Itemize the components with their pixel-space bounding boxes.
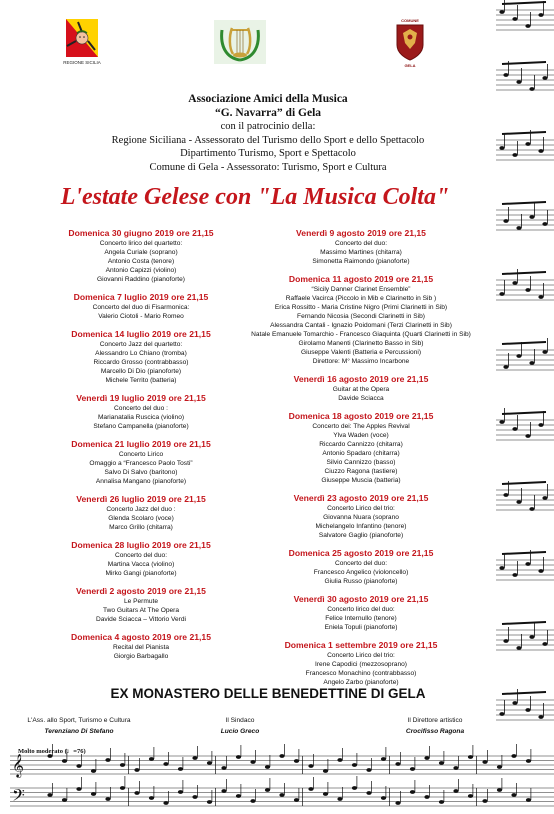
note-head	[250, 760, 255, 764]
event-detail: Giovanna Nuara (soprano	[323, 514, 399, 521]
event-detail: Felice Internullo (tenore)	[325, 615, 397, 622]
signature-title: L'Ass. allo Sport, Turismo e Cultura	[27, 717, 131, 724]
event-detail: Erica Rossitto - Maria Cristine Nigro (Primi Clarinetti in Sib)	[274, 304, 448, 311]
note-head	[529, 635, 534, 639]
association-subtitle: “G. Navarra” di Gela	[214, 107, 322, 119]
event-date: Venerdì 16 agosto 2019 ore 21,15	[293, 374, 429, 384]
note-head	[468, 755, 473, 759]
note-head	[366, 768, 371, 772]
note-head	[538, 295, 543, 299]
note-head	[503, 219, 508, 223]
note-head	[503, 639, 508, 643]
concert-event	[230, 274, 492, 366]
event-detail: Marcello Di Dio (pianoforte)	[100, 368, 182, 375]
note-head	[497, 788, 502, 792]
note-head	[482, 760, 487, 764]
patronage-line: con il patrocinio della:	[220, 121, 316, 132]
note-head	[542, 76, 547, 80]
note-head	[453, 766, 458, 770]
note-head	[163, 762, 168, 766]
note-head	[529, 361, 534, 365]
concert-event	[230, 594, 492, 632]
event-detail: Concerto del duo:	[334, 240, 388, 247]
event-date: Domenica 1 settembre 2019 ore 21,15	[284, 640, 438, 650]
comune-gela-logo	[390, 16, 430, 68]
note-head	[395, 762, 400, 766]
event-detail: Alessandra Cantali - Ignazio Poidomani (Terzi Clarinetti in Sib)	[270, 322, 452, 329]
note-head	[178, 767, 183, 771]
event-detail: Francesco Monachino (contrabbasso)	[305, 670, 417, 677]
note-head	[163, 801, 168, 805]
note-head	[538, 423, 543, 427]
note-head	[337, 797, 342, 801]
note-head	[516, 500, 521, 504]
event-detail: Michelangelo Infantino (tenore)	[315, 523, 407, 530]
note-head	[497, 765, 502, 769]
event-date: Venerdì 26 luglio 2019 ore 21,15	[76, 494, 206, 504]
note-head	[538, 715, 543, 719]
patronage-line: Comune di Gela - Assessorato: Turismo, Sport e Cultura	[149, 161, 387, 173]
concert-event	[36, 494, 246, 532]
note-head	[366, 791, 371, 795]
note-head	[192, 756, 197, 760]
note-head	[265, 788, 270, 792]
signature-name: Terenziano Di Stefano	[44, 728, 114, 735]
note-head	[525, 434, 530, 438]
event-detail: Angelo Zarbo (pianoforte)	[323, 679, 399, 686]
note-head	[512, 701, 517, 705]
concert-event	[230, 493, 492, 540]
clef-mark: 𝄢	[12, 785, 25, 809]
event-detail: Mirko Gangi (pianoforte)	[105, 570, 177, 577]
note-head	[512, 573, 517, 577]
event-date: Domenica 28 luglio 2019 ore 21,15	[71, 540, 211, 550]
note-head	[323, 769, 328, 773]
note-head	[439, 761, 444, 765]
event-detail: Le Permute	[123, 598, 159, 605]
event-date: Domenica 21 luglio 2019 ore 21,15	[71, 439, 211, 449]
signature-assessore	[14, 716, 144, 737]
sheet-music-right-svg	[496, 0, 554, 814]
event-detail: Two Guitars At The Opera	[102, 607, 180, 614]
note-head	[105, 797, 110, 801]
event-detail: Marco Grillo (chitarra)	[109, 524, 173, 531]
regione-sicilia-caption: REGIONE SICILIA	[63, 60, 101, 65]
note-head	[308, 787, 313, 791]
note-head	[538, 569, 543, 573]
concert-event	[230, 228, 492, 266]
note-head	[62, 798, 67, 802]
clef-mark: 𝄞	[12, 753, 24, 777]
note-head	[512, 281, 517, 285]
signature-sindaco	[190, 716, 290, 737]
event-detail: Simonetta Raimondo (pianoforte)	[312, 258, 410, 265]
note-head	[516, 226, 521, 230]
event-detail: Antonio Capizzi (violino)	[105, 267, 177, 274]
note-head	[308, 764, 313, 768]
event-detail: Salvatore Gaglio (pianoforte)	[318, 532, 404, 539]
concert-event	[230, 640, 492, 687]
note-head	[323, 792, 328, 796]
concert-event	[36, 632, 246, 661]
event-detail: Giovanni Raddino (pianoforte)	[97, 276, 185, 283]
note-head	[279, 754, 284, 758]
event-date: Domenica 14 luglio 2019 ore 21,15	[71, 329, 211, 339]
concert-event	[36, 228, 246, 284]
note-head	[525, 24, 530, 28]
note-head	[525, 142, 530, 146]
note-head	[381, 757, 386, 761]
note-head	[294, 759, 299, 763]
regione-sicilia-logo	[52, 18, 112, 65]
venue-name: EX MONASTERO DELLE BENEDETTINE DI GELA	[110, 686, 426, 701]
note-head	[538, 149, 543, 153]
note-head	[76, 764, 81, 768]
patronage-line: Regione Siciliana - Assessorato del Turismo dello Sport e dello Spettacolo	[111, 134, 425, 146]
event-date: Domenica 7 luglio 2019 ore 21,15	[73, 292, 209, 302]
event-detail: Angela Curiale (soprano)	[104, 249, 178, 256]
note-head	[395, 801, 400, 805]
note-head	[525, 288, 530, 292]
event-detail: Concerto del duo :	[114, 405, 168, 412]
note-head	[91, 769, 96, 773]
note-head	[526, 798, 531, 802]
note-head	[221, 789, 226, 793]
tempo-marking: Molto moderato (♩=76)	[18, 748, 86, 755]
event-detail: Eniela Topuli (pianoforte)	[324, 624, 398, 631]
event-detail: Giuseppe Muscia (batteria)	[321, 477, 401, 484]
event-detail: Direttore: M° Massimo Incarbone	[312, 358, 410, 365]
note-head	[516, 646, 521, 650]
event-detail: Ciuzzo Ragona (tastiere)	[324, 468, 398, 475]
event-detail: Omaggio a “Francesco Paolo Tosti”	[89, 460, 193, 467]
event-detail: Concerto del duo:	[114, 552, 168, 559]
event-detail: Concerto lirico del duo:	[327, 606, 395, 613]
header-block	[40, 92, 496, 174]
event-date: Domenica 18 agosto 2019 ore 21,15	[288, 411, 434, 421]
note-head	[134, 768, 139, 772]
note-head	[207, 761, 212, 765]
note-head	[511, 793, 516, 797]
comune-gela-subtitle: GELA	[404, 63, 416, 68]
note-head	[250, 799, 255, 803]
note-head	[439, 800, 444, 804]
lyre-laurel-icon	[214, 20, 266, 64]
note-head	[424, 795, 429, 799]
note-head	[352, 763, 357, 767]
event-detail: Annalisa Mangano (pianoforte)	[95, 478, 187, 485]
signature-title: Il Sindaco	[225, 717, 255, 724]
note-head	[538, 13, 543, 17]
note-head	[511, 754, 516, 758]
event-date: Venerdì 2 agosto 2019 ore 21,15	[76, 586, 206, 596]
event-detail: Stefano Campanella (pianoforte)	[93, 423, 189, 430]
event-detail: Giuseppe Valenti (Batteria e Percussioni)	[300, 349, 422, 356]
event-date: Venerdì 30 agosto 2019 ore 21,15	[293, 594, 429, 604]
signature-name: Crocifisso Ragona	[405, 728, 465, 735]
event-detail: Natale Emanuele Tomarchio - Francesco Giaquinta (Quarti Clarinetti in Sib)	[251, 331, 471, 338]
note-head	[91, 792, 96, 796]
note-head	[149, 757, 154, 761]
note-head	[468, 794, 473, 798]
note-head	[499, 292, 504, 296]
note-head	[105, 758, 110, 762]
note-head	[503, 493, 508, 497]
signature-name: Lucio Greco	[220, 728, 260, 735]
event-detail: Martina Vacca (violino)	[107, 561, 175, 568]
event-detail: Concerto del duo di Fisarmonica:	[92, 304, 190, 311]
note-head	[134, 791, 139, 795]
event-detail: Riccardo Grosso (contrabbasso)	[93, 359, 189, 366]
note-head	[381, 796, 386, 800]
note-head	[410, 790, 415, 794]
event-detail: Concerto Lirico del trio:	[327, 652, 395, 659]
concert-event	[230, 374, 492, 403]
event-detail: Davide Sciacca	[338, 395, 384, 402]
note-head	[265, 765, 270, 769]
event-detail: Davide Sciacca – Vittorio Verdi	[95, 616, 187, 623]
event-detail: Marianatalia Ruscica (violino)	[97, 414, 185, 421]
note-head	[499, 566, 504, 570]
signature-direttore	[380, 716, 490, 737]
event-detail: Girolamo Manenti (Clarinetto Basso in Sib)	[298, 340, 424, 347]
note-head	[62, 759, 67, 763]
note-head	[424, 756, 429, 760]
event-date: Venerdì 23 agosto 2019 ore 21,15	[293, 493, 429, 503]
event-detail: Guitar at the Opera	[332, 386, 390, 393]
concert-event	[36, 439, 246, 486]
note-head	[526, 759, 531, 763]
event-detail: “Sicily Danner Clarinet Ensemble”	[311, 286, 411, 293]
sheet-music-right-decoration	[496, 0, 554, 814]
event-detail: Giulia Russo (pianoforte)	[324, 578, 398, 585]
event-detail: Valerio Ciotoli - Mario Romeo	[98, 313, 184, 320]
note-head	[516, 80, 521, 84]
note-head	[512, 427, 517, 431]
note-head	[120, 763, 125, 767]
event-date: Venerdì 9 agosto 2019 ore 21,15	[296, 228, 426, 238]
concert-event	[36, 586, 246, 624]
note-head	[542, 496, 547, 500]
event-detail: Antonio Spadaro (chitarra)	[322, 450, 400, 457]
event-detail: Recital del Pianista	[112, 644, 170, 651]
concert-event	[36, 292, 246, 321]
note-head	[279, 793, 284, 797]
event-detail: Concerto Lirico del trio:	[327, 505, 395, 512]
concert-event	[230, 411, 492, 485]
note-head	[542, 222, 547, 226]
note-head	[236, 755, 241, 759]
event-date: Domenica 30 giugno 2019 ore 21,15	[68, 228, 214, 238]
event-detail: Raffaele Vacirca (Piccolo in Mib e Clarinetto in Sib )	[285, 295, 437, 302]
event-detail: Concerto dei: The Apples Revival	[312, 423, 410, 430]
note-head	[499, 146, 504, 150]
patronage-line: Dipartimento Turismo, Sport e Spettacolo	[180, 148, 356, 159]
concert-event	[36, 393, 246, 431]
event-detail: Irene Capodici (mezzosoprano)	[315, 661, 407, 668]
note-head	[482, 799, 487, 803]
event-date: Domenica 4 agosto 2019 ore 21,15	[71, 632, 211, 642]
trinacria-icon	[65, 18, 99, 58]
note-head	[512, 153, 517, 157]
event-detail: Salvo Di Salvo (baritono)	[104, 469, 178, 476]
program-column-left	[36, 228, 246, 669]
note-head	[529, 507, 534, 511]
event-detail: Silvio Cannizzo (basso)	[326, 459, 396, 466]
event-detail: Francesco Angelico (violoncello)	[313, 569, 409, 576]
gela-coat-of-arms-icon	[395, 23, 425, 61]
note-head	[512, 17, 517, 21]
note-head	[529, 87, 534, 91]
note-head	[76, 787, 81, 791]
event-detail: Glenda Scolaro (voce)	[108, 515, 174, 522]
note-head	[503, 365, 508, 369]
note-head	[47, 793, 52, 797]
note-head	[236, 794, 241, 798]
concert-event	[36, 329, 246, 385]
note-head	[542, 350, 547, 354]
event-date: Domenica 25 agosto 2019 ore 21,15	[288, 548, 434, 558]
event-detail: Fernando Nicosia (Secondi Clarinetti in Sib)	[297, 313, 425, 320]
event-date: Domenica 11 agosto 2019 ore 21,15	[288, 274, 434, 284]
note-head	[352, 786, 357, 790]
note-head	[529, 215, 534, 219]
note-head	[453, 789, 458, 793]
note-head	[192, 795, 197, 799]
signature-title: Il Direttore artistico	[407, 717, 463, 724]
event-detail: Michele Territo (batteria)	[105, 377, 177, 384]
note-head	[410, 767, 415, 771]
concert-event	[230, 548, 492, 586]
event-detail: Concerto Lirico	[118, 451, 164, 458]
event-detail: Concerto Jazz del duo :	[106, 506, 176, 513]
event-detail: Concerto del duo:	[334, 560, 388, 567]
note-head	[499, 10, 504, 14]
note-head	[120, 786, 125, 790]
event-detail: Riccardo Cannizzo (chitarra)	[319, 441, 403, 448]
program-column-right	[230, 228, 492, 695]
association-lyre-logo	[212, 20, 268, 64]
event-detail: Concerto Jazz del quartetto:	[99, 341, 183, 348]
note-head	[294, 798, 299, 802]
note-head	[149, 796, 154, 800]
association-name: Associazione Amici della Musica	[188, 93, 348, 105]
note-head	[499, 420, 504, 424]
note-head	[503, 73, 508, 77]
note-head	[337, 758, 342, 762]
event-detail: Ylva Waden (voce)	[333, 432, 389, 439]
event-detail: Alessandro Lo Chiano (tromba)	[95, 350, 187, 357]
event-date: Venerdì 19 luglio 2019 ore 21,15	[76, 393, 206, 403]
note-head	[542, 642, 547, 646]
note-head	[516, 354, 521, 358]
concert-event	[36, 540, 246, 578]
event-detail: Giorgio Barbagallo	[113, 653, 169, 660]
note-head	[499, 712, 504, 716]
event-detail: Massimo Martines (chitarra)	[320, 249, 402, 256]
note-head	[207, 800, 212, 804]
note-head	[525, 562, 530, 566]
comune-gela-title: COMUNE	[401, 18, 419, 23]
note-head	[178, 790, 183, 794]
note-head	[221, 766, 226, 770]
event-detail: Antonio Costa (tenore)	[107, 258, 175, 265]
event-detail: Concerto lirico del quartetto:	[99, 240, 183, 247]
poster-title: L'estate Gelese con "La Musica Colta"	[60, 184, 450, 210]
note-head	[525, 708, 530, 712]
